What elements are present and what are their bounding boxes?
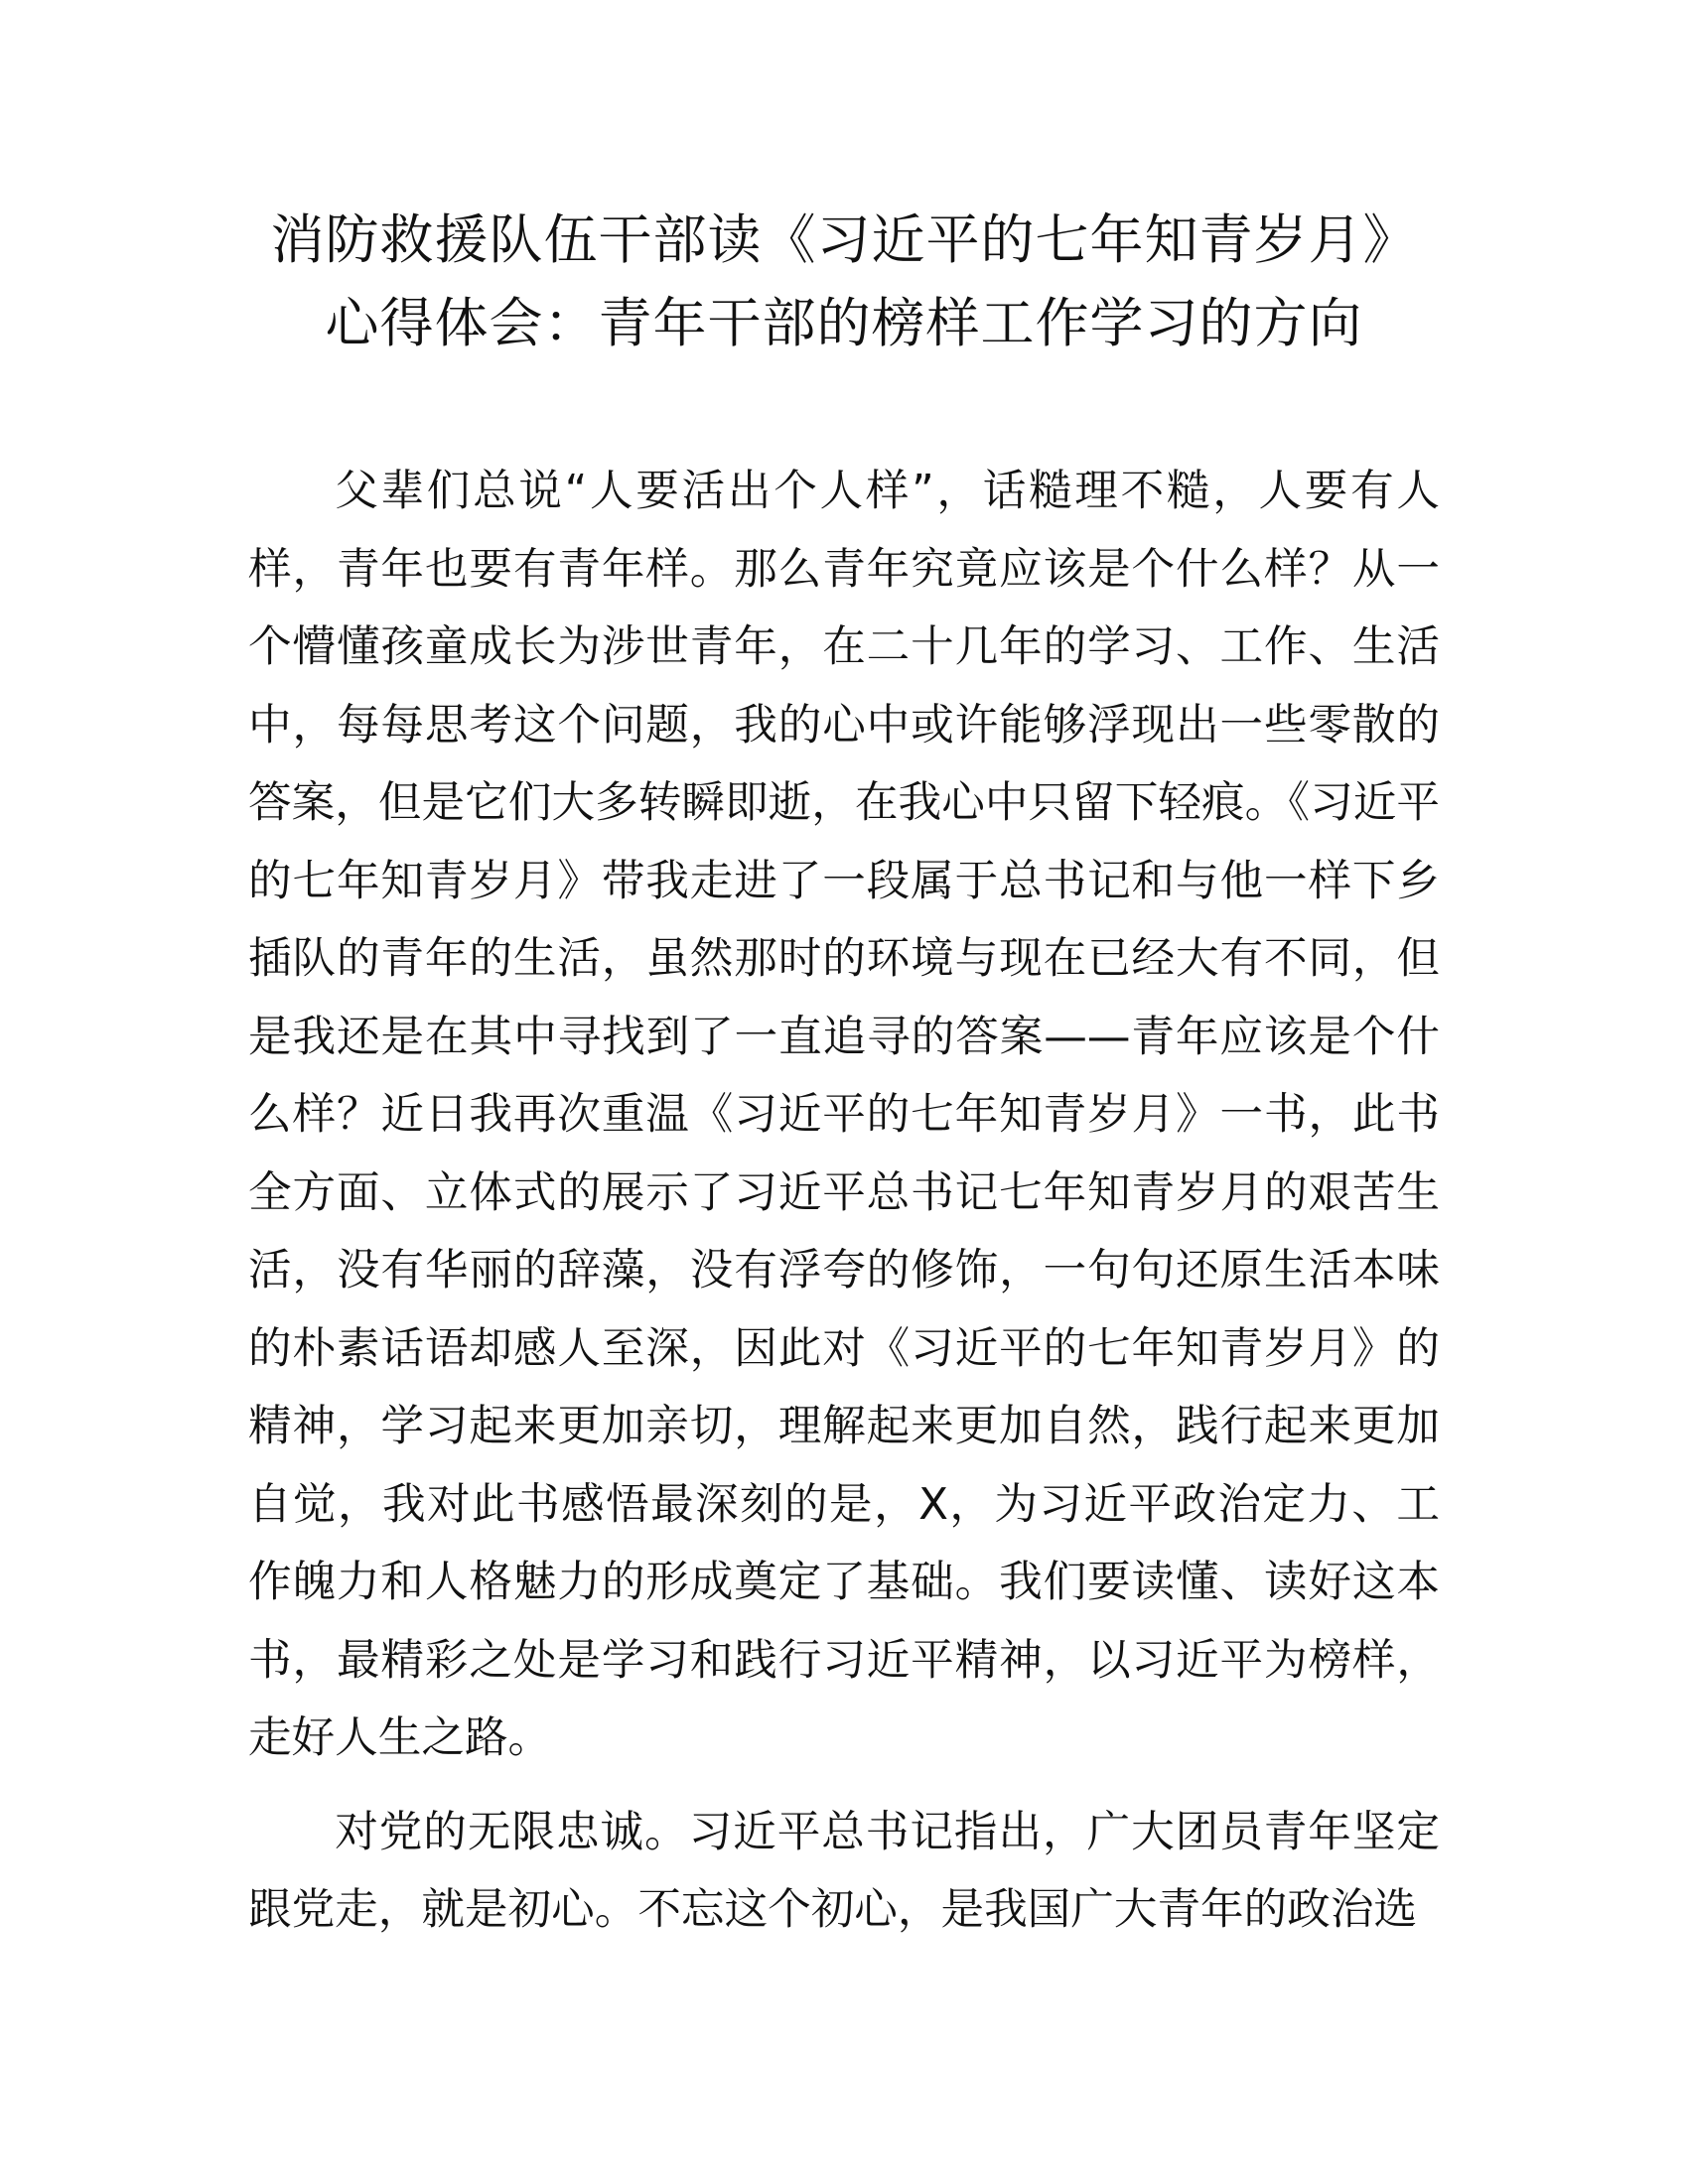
document-body xyxy=(248,453,1440,1950)
paragraph: 对党的无限忠诚。习近平总书记指出，广大团员青年坚定跟党走，就是初心。不忘这个初心，是我国广大青年的政治选 xyxy=(248,1807,1440,1935)
paragraph: 父辈们总说“人要活出个人样”，话糙理不糙，人要有人样，青年也要有青年样。那么青年究竟应该是个什么样？从一个懵懂孩童成长为涉世青年，在二十几年的学习、工作、生活中，每每思考这个问题，我的心中或许能够浮现出一些零散的答案，但是它们大多转瞬即逝，在我心中只留下轻痕。《习近平的七年知青岁月》带我走进了一段属于总书记和与他一样下乡插队的青年的生活，虽然那时的环境与现在已经大有不同，但是我还是在其中寻找到了一直追寻的答案——青年应该是个什么样？近日我再次重温《习近平的七年知青岁月》一书，此书全方面、立体式的展示了习近平总书记七年知青岁月的艰苦生活，没有华丽的辞藻，没有浮夸的修饰，一句句还原生活本味的朴素话语却感人至深，因此对《习近平的七年知青岁月》的精神，学习起来更加亲切，理解起来更加自然，践行起来更加自觉，我对此书感悟最深刻的是，X，为习近平政治定力、工作魄力和人格魅力的形成奠定了基础。我们要读懂、读好这本书，最精彩之处是学习和践行习近平精神，以习近平为榜样，走好人生之路。 xyxy=(248,467,1440,1763)
document-title: 消防救援队伍干部读《习近平的七年知青岁月》心得体会：青年干部的榜样工作学习的方向 xyxy=(270,208,1418,354)
